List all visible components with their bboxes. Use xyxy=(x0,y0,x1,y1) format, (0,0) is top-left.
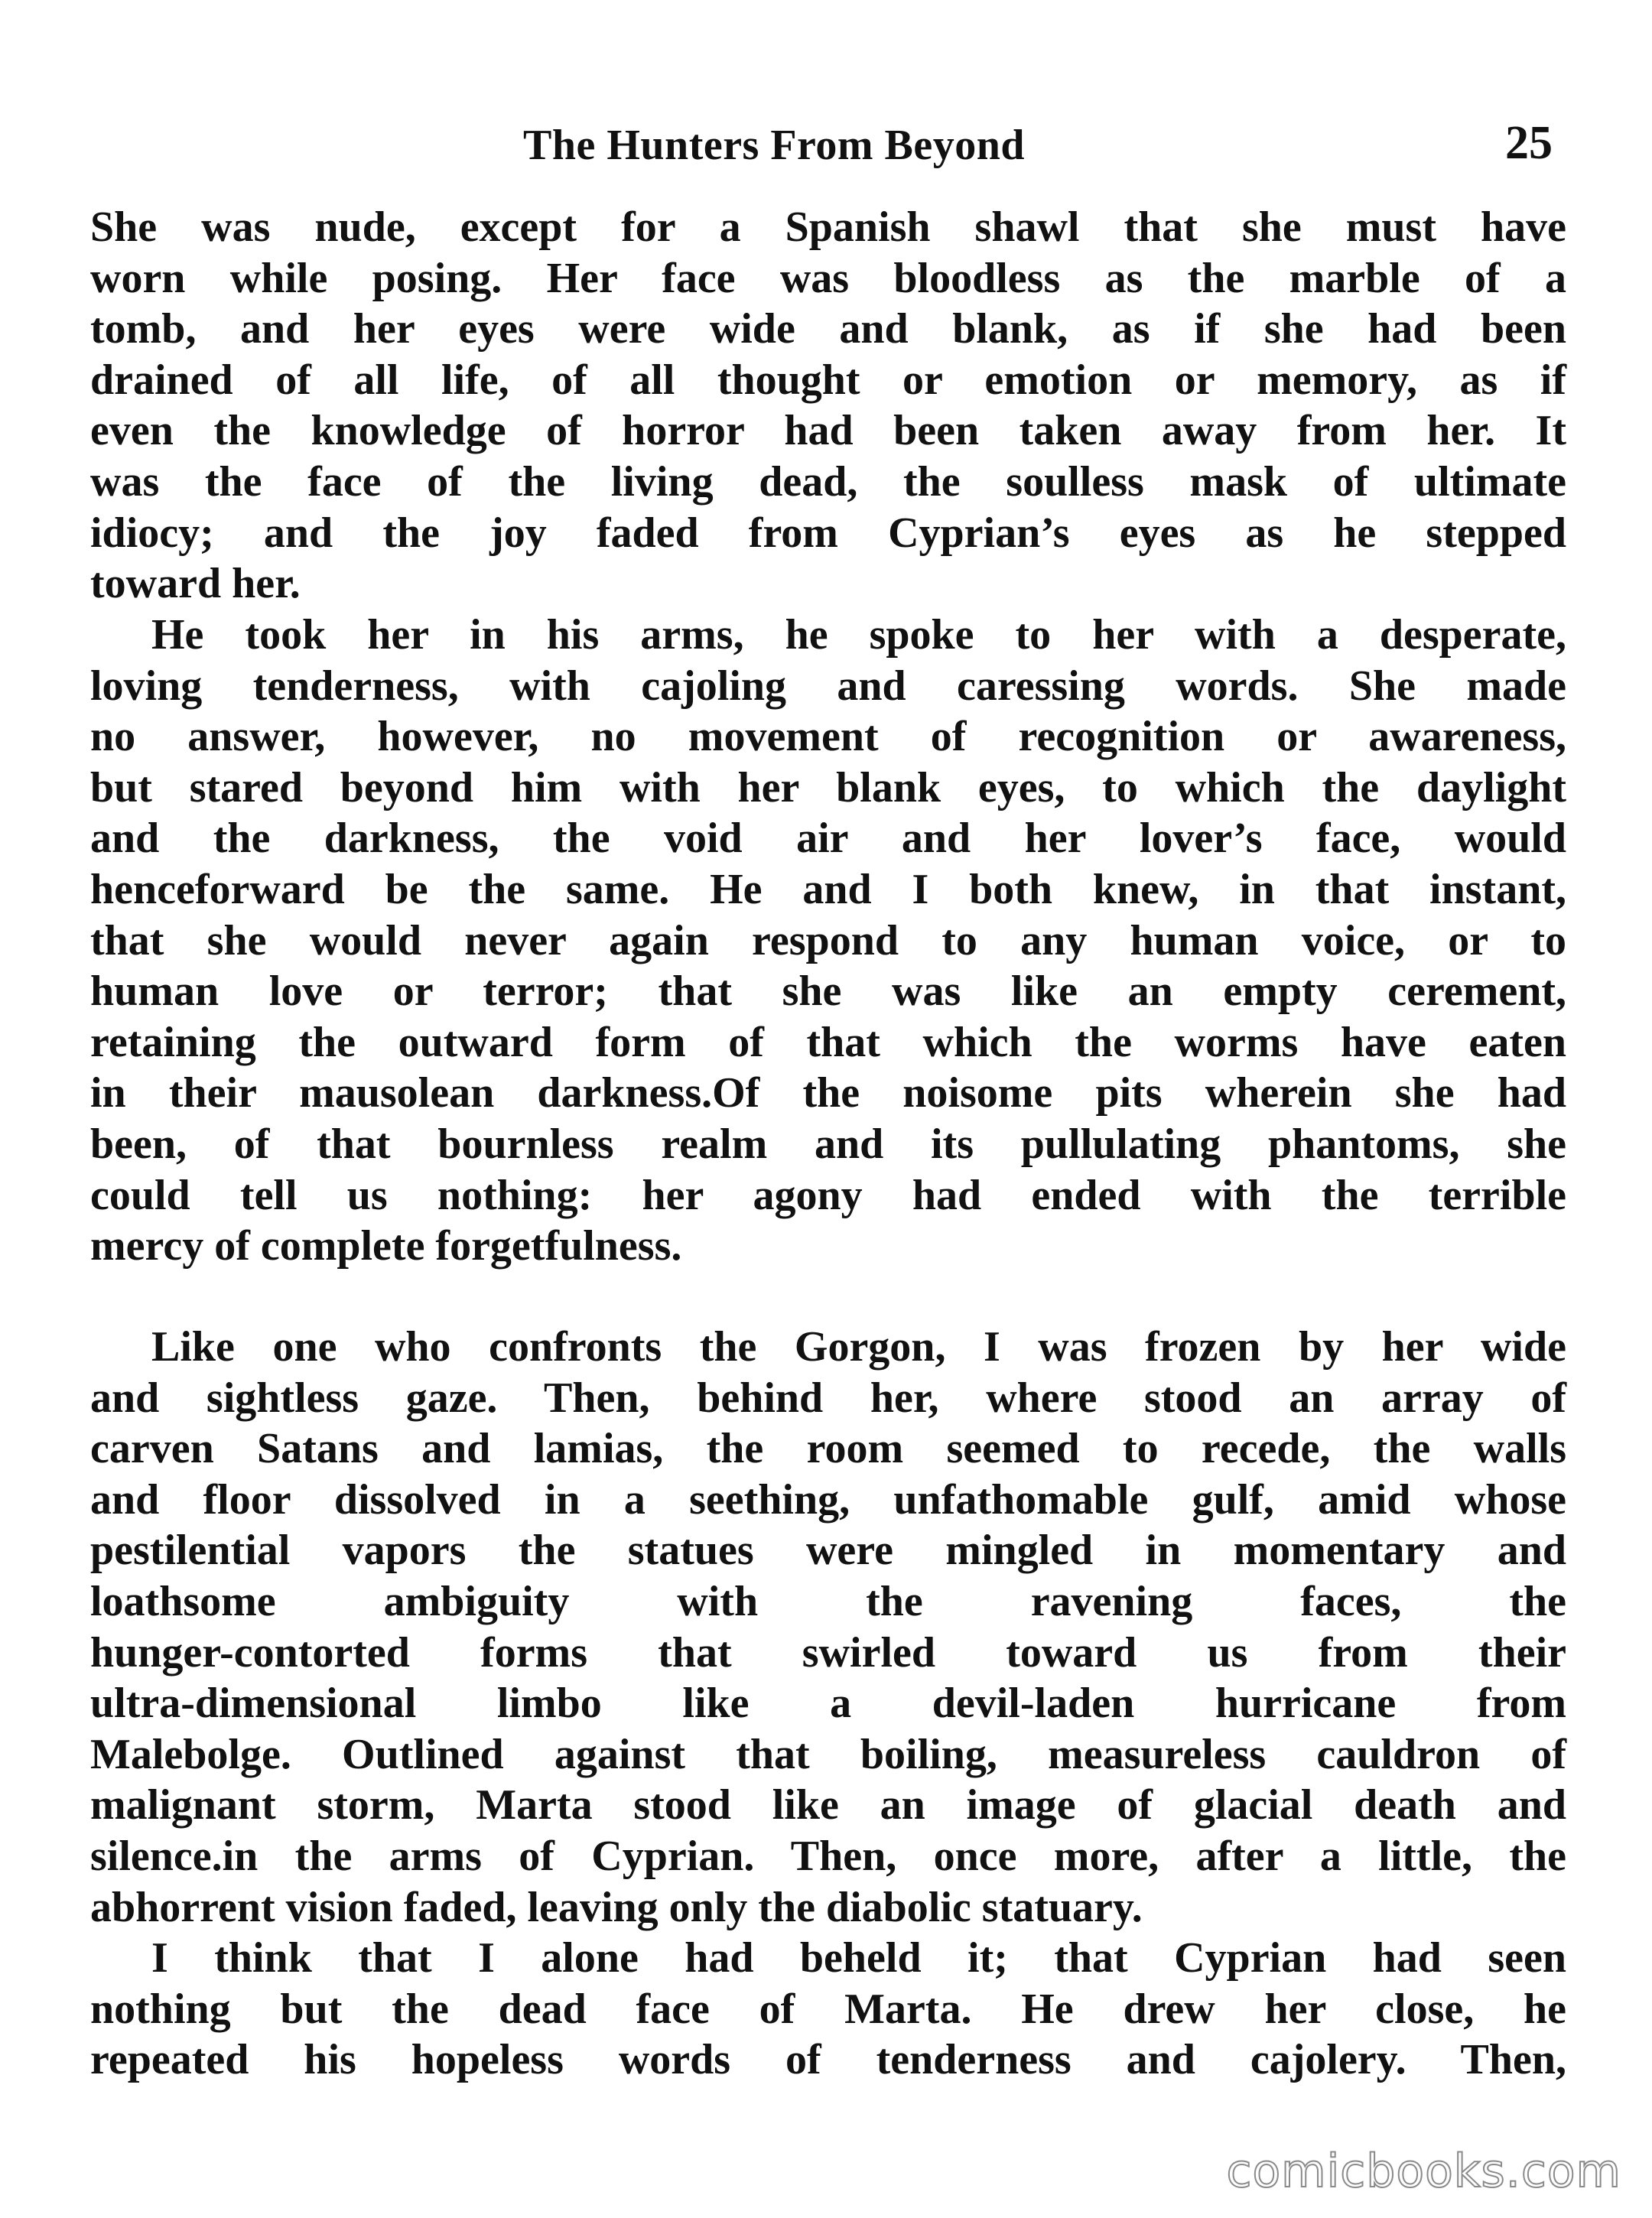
text-line: pestilential vapors the statues were mingled in momentary and xyxy=(90,1527,1566,1575)
text-line: and the darkness, the void air and her lover’s face, would xyxy=(90,815,1566,863)
text-line: He took her in his arms, he spoke to her with a desperate, xyxy=(151,611,1566,659)
paragraph-3 xyxy=(90,1322,1566,1933)
text-line: retaining the outward form of that which the worms have eaten xyxy=(90,1018,1566,1066)
text-line: toward her. xyxy=(90,560,301,608)
paragraph-4 xyxy=(90,1933,1566,2086)
text-line: been, of that bournless realm and its pullulating phantoms, she xyxy=(90,1120,1566,1168)
text-line: She was nude, except for a Spanish shawl that she must have xyxy=(90,203,1566,251)
text-line: loathsome ambiguity with the ravening faces, the xyxy=(90,1577,1566,1625)
text-line: even the knowledge of horror had been taken away from her. It xyxy=(90,407,1566,455)
text-line: Malebolge. Outlined against that boiling, measureless cauldron of xyxy=(90,1730,1566,1778)
paragraph-1 xyxy=(90,202,1566,610)
text-line: carven Satans and lamias, the room seemed to recede, the walls xyxy=(90,1425,1566,1473)
text-line: silence.in the arms of Cyprian. Then, once more, after a little, the xyxy=(90,1832,1566,1880)
text-line: idiocy; and the joy faded from Cyprian’s eyes as he stepped xyxy=(90,509,1566,557)
page-number: 25 xyxy=(1505,117,1553,169)
text-line: drained of all life, of all thought or emotion or memory, as if xyxy=(90,356,1566,404)
text-line: Like one who confronts the Gorgon, I was frozen by her wide xyxy=(151,1323,1566,1371)
text-line: and floor dissolved in a seething, unfathomable gulf, amid whose xyxy=(90,1475,1566,1524)
text-line: loving tenderness, with cajoling and caressing words. She made xyxy=(90,662,1566,710)
text-line: that she would never again respond to any human voice, or to xyxy=(90,916,1566,964)
text-line: and sightless gaze. Then, behind her, where stood an array of xyxy=(90,1374,1566,1422)
text-line: mercy of complete forgetfulness. xyxy=(90,1222,682,1270)
text-line: no answer, however, no movement of recognition or awareness, xyxy=(90,713,1566,761)
text-line: could tell us nothing: her agony had ended with the terrible xyxy=(90,1171,1566,1219)
text-line: ultra-dimensional limbo like a devil-laden hurricane from xyxy=(90,1680,1566,1728)
watermark-logo: comicbooks.com xyxy=(1226,2145,1621,2198)
text-line: worn while posing. Her face was bloodless as the marble of a xyxy=(90,254,1566,302)
text-line: hunger-contorted forms that swirled toward us from their xyxy=(90,1628,1566,1677)
text-line: human love or terror; that she was like an empty cerement, xyxy=(90,968,1566,1016)
paragraph-2 xyxy=(90,610,1566,1272)
running-title: The Hunters From Beyond xyxy=(523,122,1026,169)
text-line: nothing but the dead face of Marta. He drew her close, he xyxy=(90,1985,1566,2033)
text-line: but stared beyond him with her blank eyes, to which the daylight xyxy=(90,763,1566,811)
running-header xyxy=(0,117,1652,182)
text-line: in their mausolean darkness.Of the noisome pits wherein she had xyxy=(90,1069,1566,1117)
text-line: tomb, and her eyes were wide and blank, as if she had been xyxy=(90,305,1566,353)
text-line: was the face of the living dead, the soulless mask of ultimate xyxy=(90,457,1566,506)
text-line: henceforward be the same. He and I both knew, in that instant, xyxy=(90,865,1566,913)
text-line: I think that I alone had beheld it; that Cyprian had seen xyxy=(151,1934,1566,1982)
text-line: abhorrent vision faded, leaving only the diabolic statuary. xyxy=(90,1883,1143,1931)
text-line: malignant storm, Marta stood like an image of glacial death and xyxy=(90,1781,1566,1829)
text-line: repeated his hopeless words of tenderness and cajolery. Then, xyxy=(90,2036,1566,2084)
